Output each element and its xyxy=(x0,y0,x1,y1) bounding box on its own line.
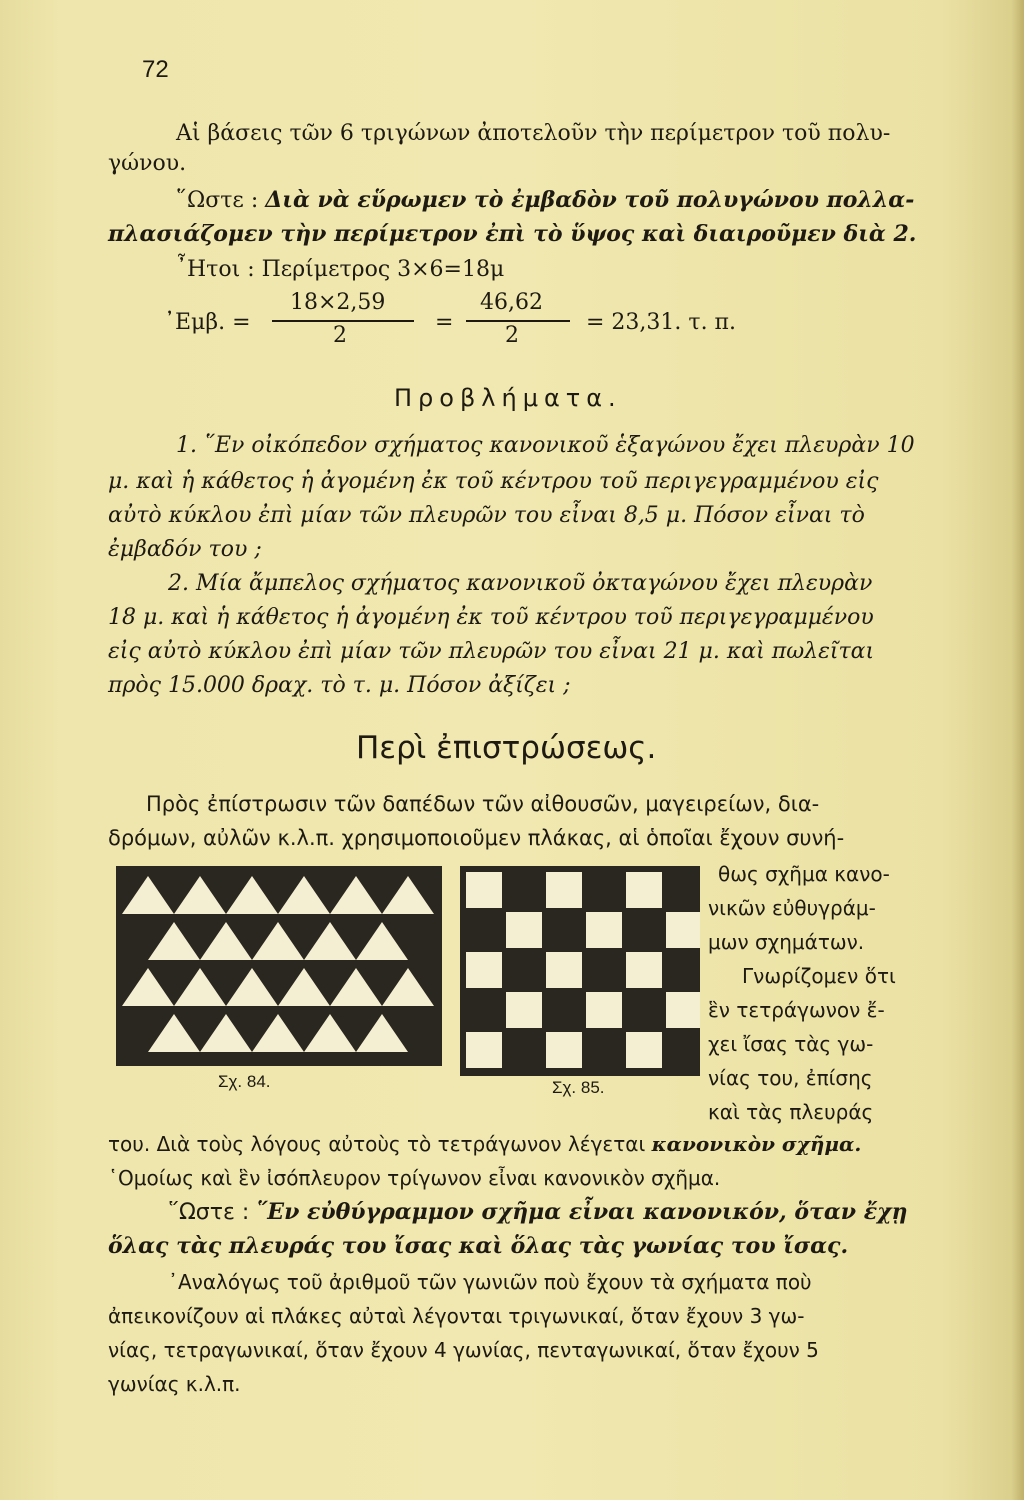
fig85-square xyxy=(626,1032,662,1068)
problem-1-line-2: μ. καὶ ἡ κάθετος ἡ ἀγομένη ἐκ τοῦ κέντρου τοῦ περιγεγραμμένου εἰς xyxy=(108,469,879,494)
conclusion-line-1 xyxy=(168,1198,908,1227)
figure-84-caption: Σχ. 84. xyxy=(218,1072,271,1091)
fig85-square xyxy=(626,952,662,988)
regular-shape-term: κανονικὸν σχῆμα. xyxy=(651,1132,862,1156)
problem-2-line-4: πρὸς 15.000 δραχ. τὸ τ. μ. Πόσον ἀξίζει ; xyxy=(108,673,571,698)
fig85-square xyxy=(546,872,582,908)
fig85-square xyxy=(506,912,542,948)
fig85-square xyxy=(666,912,700,948)
side-line-7: νίας του, ἐπίσης xyxy=(708,1066,873,1090)
problem-2-line-2: 18 μ. καὶ ἡ κάθετος ἡ ἀγομένη ἐκ τοῦ κέντρου τοῦ περιγεγραμμένου xyxy=(108,605,874,630)
final-line-3: νίας, τετραγωνικαί, ὅταν ἔχουν 4 γωνίας, πενταγωνικαί, ὅταν ἔχουν 5 xyxy=(108,1338,819,1362)
after-text-1: του. Διὰ τοὺς λόγους αὐτοὺς τὸ τετράγωνον λέγεται xyxy=(108,1132,646,1156)
conclusion-line-2: ὅλας τὰς πλευράς του ἴσας καὶ ὅλας τὰς γωνίας του ἴσας. xyxy=(108,1233,849,1259)
section-line-2: δρόμων, αὐλῶν κ.λ.π. χρησιμοποιοῦμεν πλάκας, αἱ ὁποῖαι ἔχουν συνή- xyxy=(108,826,845,850)
area-numerator-2: 46,62 xyxy=(480,290,543,315)
fig85-square xyxy=(586,912,622,948)
conclusion-text-1: ῞Εν εὐθύγραμμον σχῆμα εἶναι κανονικόν, ὅταν ἔχῃ xyxy=(256,1199,908,1225)
section-line-1: Πρὸς ἐπίστρωσιν τῶν δαπέδων τῶν αἰθουσῶν, μαγειρείων, δια- xyxy=(146,792,820,816)
rule-line-2: πλασιάζομεν τὴν περίμετρον ἐπὶ τὸ ὕψος καὶ διαιροῦμεν διὰ 2. xyxy=(108,221,917,247)
perimeter-line: ῏Ητοι : Περίμετρος 3×6=18μ xyxy=(176,257,505,282)
fig85-square xyxy=(546,952,582,988)
final-line-1: ᾽Αναλόγως τοῦ ἀριθμοῦ τῶν γωνιῶν ποὺ ἔχουν τὰ σχήματα ποὺ xyxy=(168,1270,812,1294)
side-line-1: θως σχῆμα κανο- xyxy=(718,862,890,886)
after-line-2: ῾Ομοίως καὶ ἓν ἰσόπλευρον τρίγωνον εἶναι κανονικὸν σχῆμα. xyxy=(108,1166,721,1190)
figure-84-triangle-tiles xyxy=(116,866,442,1066)
side-line-2: νικῶν εὐθυγράμ- xyxy=(708,896,876,920)
rule-line-1 xyxy=(176,186,914,215)
fig85-square xyxy=(626,872,662,908)
area-result: = 23,31. τ. π. xyxy=(586,310,737,335)
side-line-4: Γνωρίζομεν ὅτι xyxy=(742,964,896,988)
area-denominator-1: 2 xyxy=(333,323,347,348)
side-line-6: χει ἴσας τὰς γω- xyxy=(708,1032,874,1056)
fraction-bar-2 xyxy=(466,320,570,322)
fraction-bar-1 xyxy=(272,320,414,322)
rule-text-1: Διὰ νὰ εὕρωμεν τὸ ἐμβαδὸν τοῦ πολυγώνου πολλα- xyxy=(265,187,915,213)
problem-1-line-4: ἐμβαδόν του ; xyxy=(108,537,262,562)
fig85-square xyxy=(466,952,502,988)
conclusion-prefix: ῞Ωστε : xyxy=(168,1200,250,1225)
page-edge xyxy=(1012,0,1024,1500)
area-denominator-2: 2 xyxy=(505,323,519,348)
figure-85-caption: Σχ. 85. xyxy=(552,1078,605,1097)
side-line-5: ἓν τετράγωνον ἔ- xyxy=(708,998,885,1022)
side-line-3: μων σχημάτων. xyxy=(708,930,865,954)
problems-heading: Προβλήματα. xyxy=(394,384,622,412)
fig85-square xyxy=(506,992,542,1028)
side-line-8: καὶ τὰς πλευράς xyxy=(708,1100,874,1124)
problem-1-line-3: αὐτὸ κύκλου ἐπὶ μίαν τῶν πλευρῶν του εἶναι 8,5 μ. Πόσον εἶναι τὸ xyxy=(108,503,865,528)
intro-line-2: γώνου. xyxy=(108,151,187,176)
problem-1-line-1: 1. ῞Εν οἰκόπεδον σχήματος κανονικοῦ ἑξαγώνου ἔχει πλευρὰν 10 xyxy=(176,433,915,458)
fig85-square xyxy=(666,992,700,1028)
problem-2-line-1: 2. Μία ἄμπελος σχήματος κανονικοῦ ὀκταγώνου ἔχει πλευρὰν xyxy=(168,571,873,596)
area-equals: = xyxy=(435,310,454,335)
rule-prefix: ῞Ωστε : xyxy=(176,188,259,213)
intro-line-1: Αἱ βάσεις τῶν 6 τριγώνων ἀποτελοῦν τὴν περίμετρον τοῦ πολυ- xyxy=(176,121,891,146)
fig85-square xyxy=(466,872,502,908)
section-heading: Περὶ ἐπιστρώσεως. xyxy=(356,730,657,766)
fig85-square xyxy=(466,1032,502,1068)
final-line-2: ἀπεικονίζουν αἱ πλάκες αὐταὶ λέγονται τριγωνικαί, ὅταν ἔχουν 3 γω- xyxy=(108,1304,805,1328)
page-number: 72 xyxy=(142,56,169,83)
problem-2-line-3: εἰς αὐτὸ κύκλου ἐπὶ μίαν τῶν πλευρῶν του εἶναι 21 μ. καὶ πωλεῖται xyxy=(108,639,875,664)
after-line-1 xyxy=(108,1130,861,1158)
area-numerator-1: 18×2,59 xyxy=(290,290,386,315)
final-line-4: γωνίας κ.λ.π. xyxy=(108,1372,241,1396)
figure-85-square-tiles xyxy=(460,866,700,1076)
area-label: ᾽Εμβ. = xyxy=(164,310,251,335)
fig85-square xyxy=(586,992,622,1028)
fig85-square xyxy=(546,1032,582,1068)
